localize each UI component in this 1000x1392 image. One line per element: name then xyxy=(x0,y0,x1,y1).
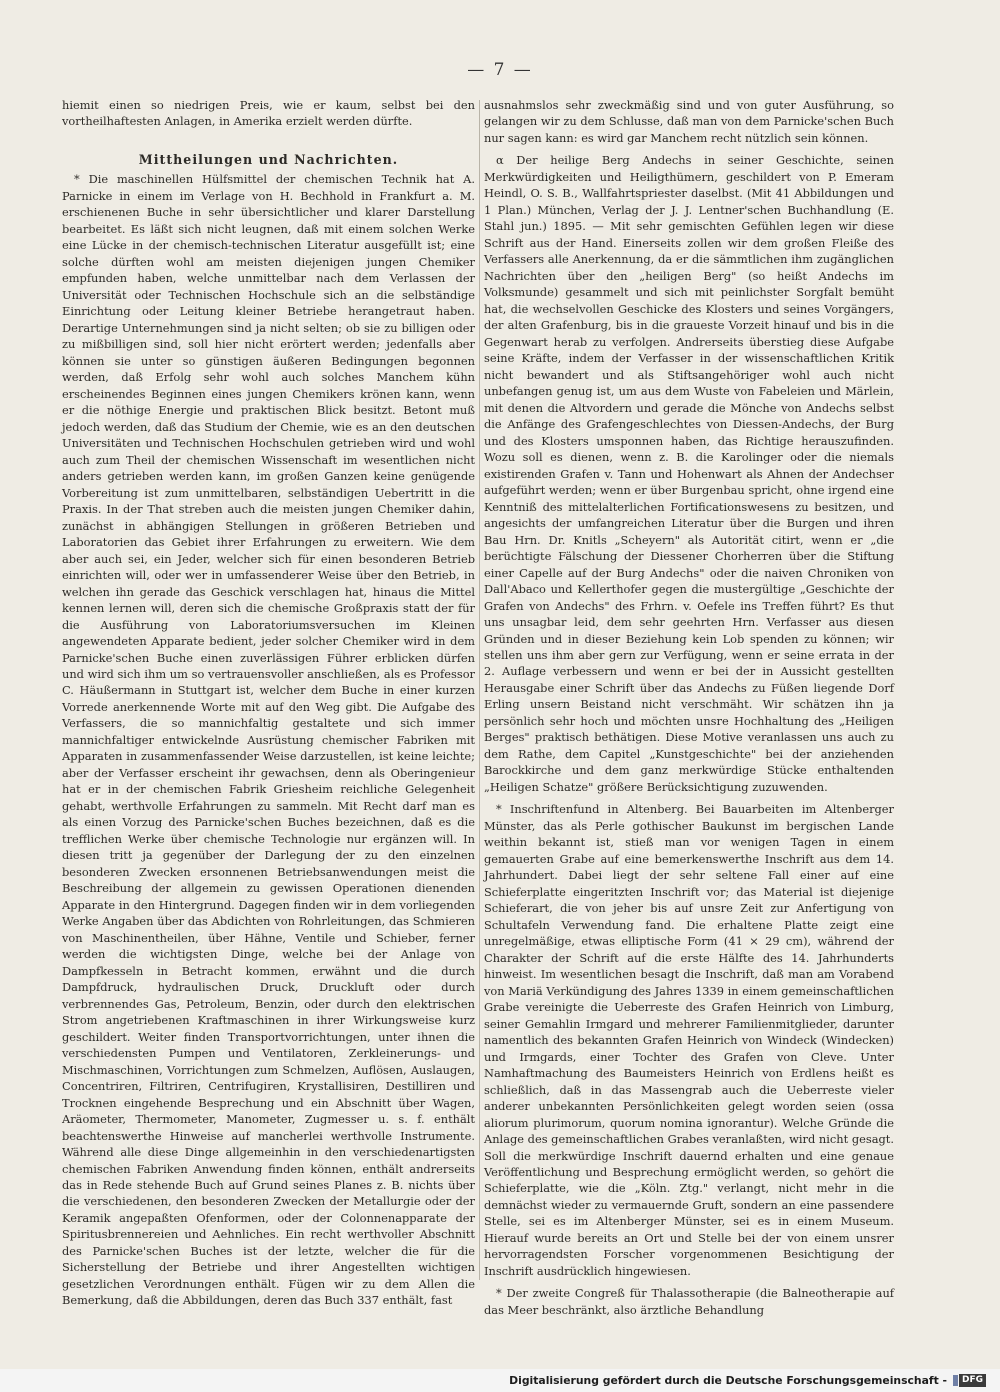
article-chemical-technology: * Die maschinellen Hülfsmittel der chemischen Technik hat A. Parnicke in einem im Verlage von H. Bechhold in Frankfurt a. M. erschienenen Buche in sehr übersichtlicher und klarer Darstellung bearbeitet. Es läßt sich nicht leugnen, daß mit einem solchen Werke eine Lücke in der chemisch-technischen Literatur ausgefüllt ist; eine solche dürften wohl am meisten diejenigen jungen Chemiker empfunden haben, welche unmittelbar nach dem Verlassen der Universität oder Technischen Hochschule sich an die selbständige Einrichtung oder Leitung kleiner Betriebe herangetraut haben. Derartige Unternehmungen sind ja nicht selten; ob sie zu billigen oder zu mißbilligen sind, soll hier nicht erörtert werden; jedenfalls aber können sie unter so günstigen äußeren Bedingungen begonnen werden, daß Erfolg sehr wohl auch solches Manchem kühn erscheinendes Beginnen eines jungen Chemikers krönen kann, wenn er die nöthige Energie und praktischen Blick besitzt. Betont muß jedoch werden, daß das Studium der Chemie, wie es an den deutschen Universitäten und Technischen Hochschulen getrieben wird und wohl auch zum Theil der chemischen Wissenschaft im wesentlichen nicht anders getrieben werden kann, im großen Ganzen keine genügende Vorbereitung ist zum unmittelbaren, selbständigen Uebertritt in die Praxis. In der That streben auch die meisten jungen Chemiker dahin, zunächst in abhängigen Stellungen in größeren Betrieben und Laboratorien das Gebiet ihrer Erfahrungen zu erweitern. Wie dem aber auch sei, ein Jeder, welcher sich für einen besonderen Betrieb einrichten will, oder wer in umfassenderer Weise über den Betrieb, in welchen ihn gerade das Geschick verschlagen hat, hinaus die Mittel kennen lernen will, deren sich die chemische Großpraxis statt der für die Ausführung von Laboratoriumsversuchen im Kleinen angewendeten Apparate bedient, jeder solcher Chemiker wird in dem Parnicke'schen Buche einen zuverlässigen Führer erblicken dürfen und wird sich ihm um so vertrauensvoller anschließen, als es Professor C. Häußermann in Stuttgart ist, welcher dem Buche in einer kurzen Vorrede anerkennende Worte mit auf den Weg gibt. Die Aufgabe des Verfassers, die so mannichfaltig gestaltete und sich immer mannichfaltiger entwickelnde Ausrüstung chemischer Fabriken mit Apparaten in zusammenfassender Weise darzustellen, ist keine leichte; aber der Verfasser erscheint ihr gewachsen, denn als Oberingenieur hat er in der chemischen Fabrik Griesheim reichliche Gelegenheit gehabt, werthvolle Erfahrungen zu sammeln. Mit Recht darf man es als einen Vorzug des Parnicke'schen Buches bezeichnen, daß es die trefflichen Werke über chemische Technologie nur ergänzen will. In diesen tritt ja gegenüber der Darlegung der zu den einzelnen besonderen Zwecken ersonnenen Betriebsanwendungen meist die Beschreibung der allgemein zu gewissen Operationen dienenden Apparate in den Hintergrund. Dagegen finden wir in dem vorliegenden Werke Angaben über das Abdichten von Rohrleitungen, das Schmieren von Maschinentheilen, über Hähne, Ventile und Schieber, ferner werden die wichtigsten Dinge, welche bei der Anlage von Dampfkesseln in Betracht kommen, erwähnt und die durch Dampfdruck, hydraulischen Druck, Druckluft oder durch verbrennendes Gas, Petroleum, Benzin, oder durch den elektrischen Strom angetriebenen Kraftmaschinen in ihrer Wirkungsweise kurz geschildert. Weiter finden Transportvorrichtungen, unter ihnen die verschiedensten Pumpen und Ventilatoren, Zerkleinerungs- und Mischmaschinen, Vorrichtungen zum Schmelzen, Auflösen, Auslaugen, Concentriren, Filtriren, Centrifugiren, Krystallisiren, Destilliren und Trocknen eingehende Besprechung und ein Abschnitt über Wagen, Aräometer, Thermometer, Manometer, Zugmesser u. s. f. enthält beachtenswerthe Hinweise auf mancherlei werthvolle Instrumente. Während alle diese Dinge allgemeinhin in den verschiedenartigsten chemischen Fabriken Anwendung finden können, enthält andrerseits das in Rede stehende Buch auf Grund seines Planes z. B. nichts über die verschiedenen, den besonderen Zwecken der Metallurgie oder der Keramik angepaßten Ofenformen, oder der Colonnenapparate der Spiritusbrennereien und Aehnliches. Ein recht werthvoller Abschnitt des Parnicke'schen Buches ist der letzte, welcher die für die Sicherstellung der Betriebe und ihrer Angestellten wichtigen gesetzlichen Verordnungen enthält. Fügen wir zu dem Allen die Bemerkung, daß die Abbildungen, deren das Buch 337 enthält, fast xyxy=(62,172,475,1308)
dfg-logo-icon xyxy=(953,1374,986,1387)
column-divider xyxy=(479,100,480,1280)
intro-paragraph: hiemit einen so niedrigen Preis, wie er kaum, selbst bei den vortheilhaftesten Anlagen, in Amerika erzielt werden dürfte. xyxy=(62,98,475,129)
article-andechs: α Der heilige Berg Andechs in seiner Geschichte, seinen Merkwürdigkeiten und Heiligthümern, geschildert von P. Emeram Heindl, O. S. B., Wallfahrtspriester daselbst. (Mit 41 Abbildungen und 1 Plan.) München, Verlag der J. J. Lentner'schen Buchhandlung (E. Stahl jun.) 1895. — Mit sehr gemischten Gefühlen legen wir diese Schrift aus der Hand. Einerseits zollen wir dem großen Fleiße des Verfassers alle Anerkennung, da er die sämmtlichen ihm zugänglichen Nachrichten über den „heiligen Berg" (so heißt Andechs im Volksmunde) gesammelt und sich mit peinlichster Sorgfalt bemüht hat, die wechselvollen Geschicke des Klosters und seines Vorgängers, der alten Grafenburg, bis in die graueste Vorzeit hinauf und bis in die Gegenwart herab zu verfolgen. Andrerseits überstieg diese Aufgabe seine Kräfte, indem der Verfasser in der wissenschaftlichen Kritik nicht bewandert und als Stiftsangehöriger wohl auch nicht unbefangen genug ist, um aus dem Wuste von Fabeleien und Märlein, mit denen die Altvordern und gerade die Mönche von Andechs selbst die Anfänge des Grafengeschlechtes von Diessen-Andechs, der Burg und des Klosters umsponnen haben, das Richtige herauszufinden. Wozu soll es dienen, wenn z. B. die Karolinger oder die niemals existirenden Grafen v. Tann und Hohenwart als Ahnen der Andechser aufgeführt werden; wenn er über Burgenbau spricht, ohne irgend eine Kenntniß des mittelalterlichen Fortificationswesens zu besitzen, und angesichts der umfangreichen Literatur über die Burgen und ihren Bau Hrn. Dr. Knitls „Scheyern" als Autorität citirt, wenn er „die berüchtigte Fälschung der Diessener Chorherren über die Stiftung einer Capelle auf der Burg Andechs" oder die naiven Chroniken von Dall'Abaco und Kellerthofer gegen die mustergültige „Geschichte der Grafen von Andechs" des Frhrn. v. Oefele ins Treffen führt? Es thut uns unsagbar leid, dem sehr geehrten Hrn. Verfasser aus diesen Gründen und in dieser Beziehung kein Lob spenden zu können; wir stellen uns ihm aber gern zur Verfügung, wenn er seine errata in der 2. Auflage verbessern und wenn er bei der in Aussicht gestellten Herausgabe einer Schrift über das Andechs zu Füßen liegende Dorf Erling unsern Beistand nicht verschmäht. Wir schätzen ihn ja persönlich sehr hoch und möchten unsre Hochhaltung des „Heiligen Berges" praktisch bethätigen. Diese Motive veranlassen uns auch zu dem Rathe, dem Capitel „Kunstgeschichte" bei der anziehenden Barockkirche und dem ganz merkwürdige Stücke enthaltenden „Heiligen Schatze" größere Berücksichtigung zuzuwenden. xyxy=(484,153,894,794)
continuation-paragraph: ausnahmslos sehr zweckmäßig sind und von guter Ausführung, so gelangen wir zu dem Schlusse, daß man von dem Parnicke'schen Buch nur sagen kann: es wird gar Manchem recht nützlich sein können. xyxy=(484,98,894,145)
page-number: — 7 — xyxy=(467,60,533,80)
footer-funding-text: Digitalisierung gefördert durch die Deutsche Forschungsgemeinschaft - xyxy=(509,1374,947,1387)
footer-bar xyxy=(0,1369,1000,1392)
article-altenberg: * Inschriftenfund in Altenberg. Bei Bauarbeiten im Altenberger Münster, das als Perle gothischer Baukunst im bergischen Lande weithin bekannt ist, stieß man vor wenigen Tagen in einem gemauerten Grabe auf eine bemerkenswerthe Inschrift aus dem 14. Jahrhundert. Dabei liegt der sehr seltene Fall einer auf eine Schieferplatte eingeritzten Inschrift vor; das Material ist diejenige Schieferart, die von jeher bis auf unsre Zeit zur Anfertigung von Schultafeln Verwendung fand. Die erhaltene Platte zeigt eine unregelmäßige, etwas elliptische Form (41 × 29 cm), während der Charakter der Schrift auf die erste Hälfte des 14. Jahrhunderts hinweist. Im wesentlichen besagt die Inschrift, daß man am Vorabend von Mariä Verkündigung des Jahres 1339 in einem gemeinschaftlichen Grabe vereinigte die Ueberreste des Grafen Heinrich von Limburg, seiner Gemahlin Irmgard und mehrerer Familienmitglieder, darunter namentlich des bekannten Grafen Heinrich von Windeck (Windecken) und Irmgards, einer Tochter des Grafen von Cleve. Unter Namhaftmachung des Baumeisters Heinrich von Erdlens heißt es schließlich, daß in das Massengrab auch die Ueberreste vieler anderer unbekannten Persönlichkeiten gelegt worden seien (ossa aliorum plurimorum, quorum nomina ignorantur). Welche Gründe die Anlage des gemeinschaftlichen Grabes veranlaßten, wird nicht gesagt. Soll die merkwürdige Inschrift dauernd erhalten und eine genaue Veröffentlichung und Besprechung ermöglicht werden, so gehört die Schieferplatte, wie die „Köln. Ztg." verlangt, nicht mehr in die demnächst wieder zu vermauernde Gruft, sondern an eine passendere Stelle, sei es im Altenberger Münster, sei es in einem Museum. Hierauf wurde bereits an Ort und Stelle bei der von einem unsrer hervorragendsten Forscher vorgenommenen Besichtigung der Inschrift ausdrücklich hingewiesen. xyxy=(484,802,894,1278)
article-thalassotherapy: * Der zweite Congreß für Thalassotherapie (die Balneotherapie auf das Meer beschränkt, also ärztliche Behandlung xyxy=(484,1286,894,1317)
right-column xyxy=(484,97,894,1317)
dfg-logo-text: DFG xyxy=(959,1374,986,1387)
left-column xyxy=(62,97,475,1308)
section-heading: Mittheilungen und Nachrichten. xyxy=(138,151,399,167)
